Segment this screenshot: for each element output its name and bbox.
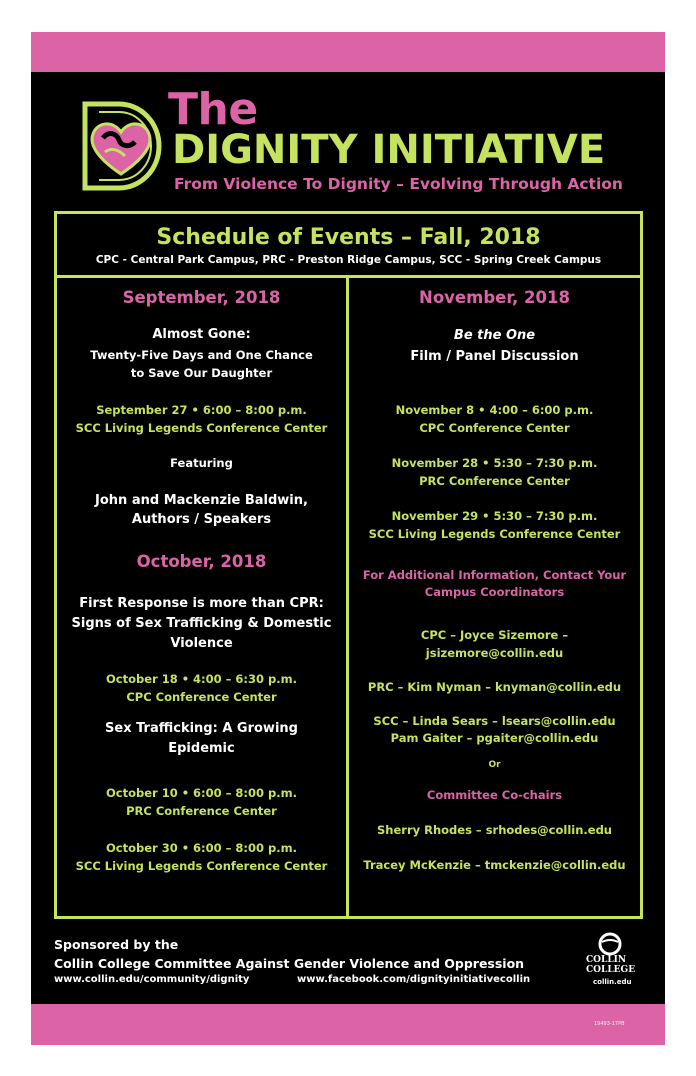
collin-college-logo-icon (598, 932, 622, 956)
contact-cpc2: jsizemore@collin.edu (425, 646, 564, 660)
october-heading: October, 2018 (136, 552, 267, 571)
first-response-title1: First Response is more than CPR: (79, 596, 324, 611)
september-heading: September, 2018 (122, 288, 281, 307)
brand-the: The (168, 84, 258, 135)
top-pink-band (31, 32, 665, 72)
november-8-date: November 8 • 4:00 – 6:00 p.m. (395, 403, 594, 417)
committee-name: Collin College Committee Against Gender Violence and Oppression (54, 956, 525, 971)
brand-tagline: From Violence To Dignity – Evolving Through Action (174, 175, 623, 193)
print-code: 19493-17PB (594, 1021, 625, 1027)
contact-scc1: SCC – Linda Sears – lsears@collin.edu (373, 714, 616, 728)
contact-prc: PRC – Kim Nyman – knyman@collin.edu (367, 680, 622, 694)
contact-cpc1: CPC – Joyce Sizemore – (420, 628, 569, 642)
speakers-line1: John and Mackenzie Baldwin, (95, 493, 308, 508)
september-date: September 27 • 6:00 – 8:00 p.m. (96, 403, 307, 417)
first-response-title3: Violence (170, 636, 233, 651)
november-29-venue: SCC Living Legends Conference Center (368, 527, 621, 541)
contact-heading2: Campus Coordinators (424, 585, 565, 599)
contact-heading1: For Additional Information, Contact Your (362, 568, 627, 582)
sex-trafficking-title2: Epidemic (168, 741, 235, 756)
november-28-date: November 28 • 5:30 – 7:30 p.m. (391, 456, 598, 470)
october-18-date: October 18 • 4:00 – 6:30 p.m. (106, 672, 297, 686)
bottom-pink-band (31, 1004, 665, 1045)
collin-logo-url: collin.edu (593, 978, 632, 986)
poster (31, 32, 665, 1045)
october-18-venue: CPC Conference Center (126, 690, 277, 704)
november-29-date: November 29 • 5:30 – 7:30 p.m. (391, 509, 598, 523)
speakers-line2: Authors / Speakers (131, 512, 272, 527)
campus-legend: CPC - Central Park Campus, PRC - Preston Ridge Campus, SCC - Spring Creek Campus (95, 254, 602, 266)
dignity-heart-logo-icon (79, 100, 163, 192)
chair-rhodes: Sherry Rhodes – srhodes@collin.edu (377, 823, 612, 837)
be-the-one-sub: Film / Panel Discussion (410, 349, 579, 364)
october-30-venue: SCC Living Legends Conference Center (75, 859, 328, 873)
contact-scc2: Pam Gaiter – pgaiter@collin.edu (390, 731, 599, 745)
october-30-date: October 30 • 6:00 – 8:00 p.m. (106, 841, 297, 855)
collin-logo-line2: COLLEGE (586, 965, 636, 975)
collin-logo-line1: COLLIN (586, 955, 627, 965)
sponsored-by: Sponsored by the (54, 937, 179, 952)
dignity-url[interactable]: www.collin.edu/community/dignity (54, 974, 250, 985)
november-heading: November, 2018 (419, 288, 570, 307)
or-label: Or (488, 760, 501, 770)
chair-mckenzie: Tracey McKenzie – tmckenzie@collin.edu (363, 858, 626, 872)
september-venue: SCC Living Legends Conference Center (75, 421, 328, 435)
cochairs-heading: Committee Co-chairs (426, 788, 563, 802)
schedule-title: Schedule of Events – Fall, 2018 (156, 225, 541, 250)
november-8-venue: CPC Conference Center (419, 421, 570, 435)
facebook-url[interactable]: www.facebook.com/dignityinitiativecollin (297, 974, 531, 985)
october-10-venue: PRC Conference Center (126, 804, 277, 818)
almost-gone-title: Almost Gone: (152, 327, 251, 342)
sex-trafficking-title1: Sex Trafficking: A Growing (105, 721, 298, 736)
schedule-box (54, 211, 643, 919)
almost-gone-sub2: to Save Our Daughter (130, 366, 273, 380)
first-response-title2: Signs of Sex Trafficking & Domestic (71, 616, 332, 631)
featuring-label: Featuring (170, 456, 233, 470)
almost-gone-sub1: Twenty-Five Days and One Chance (90, 348, 313, 362)
november-28-venue: PRC Conference Center (419, 474, 570, 488)
be-the-one-title: Be the One (453, 328, 536, 343)
brand-name: DIGNITY INITIATIVE (172, 127, 606, 173)
october-10-date: October 10 • 6:00 – 8:00 p.m. (106, 786, 297, 800)
